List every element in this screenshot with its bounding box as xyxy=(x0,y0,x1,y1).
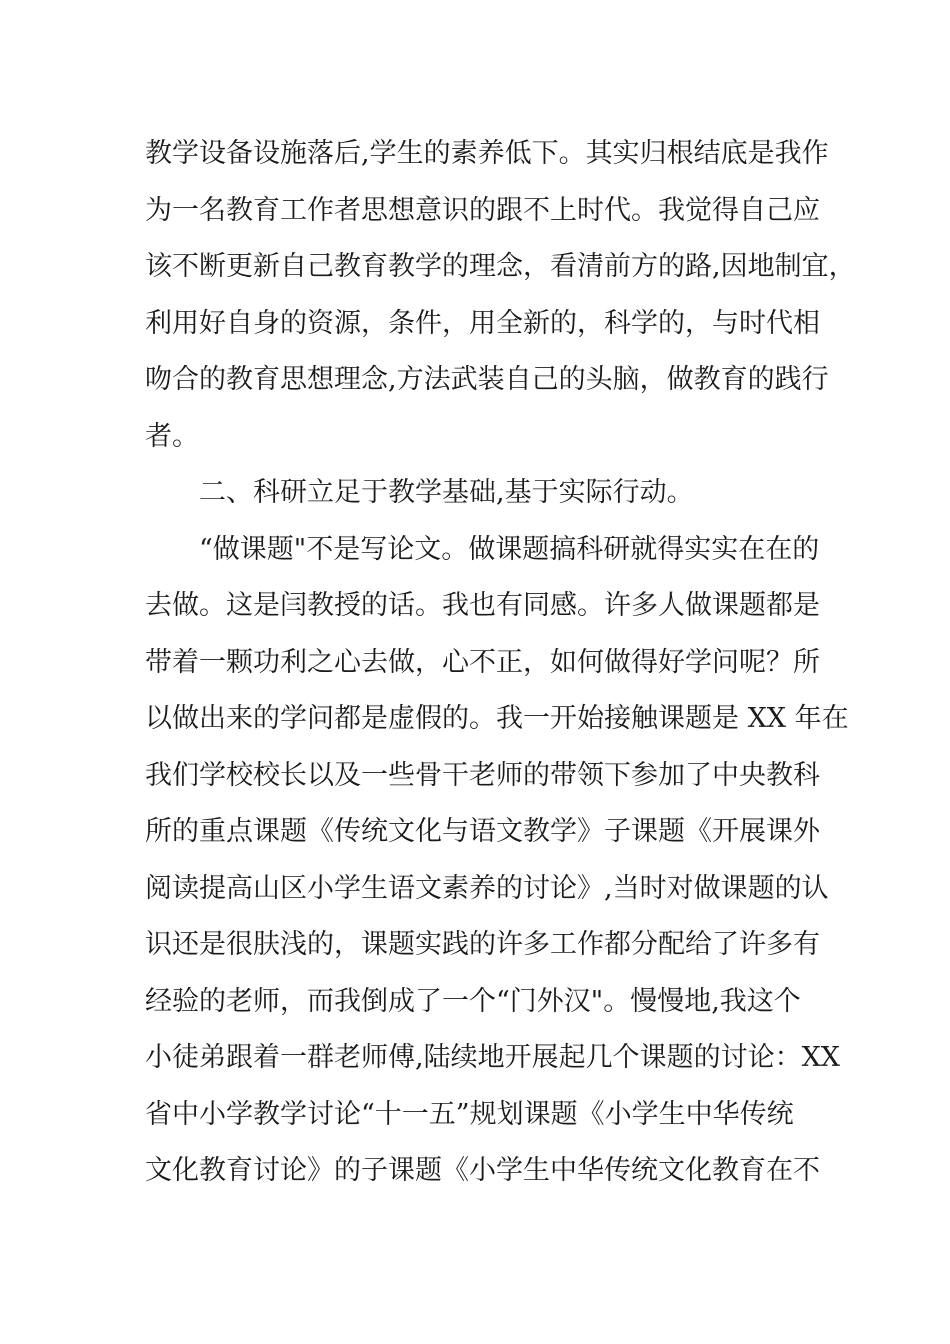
text-line: 文化教育讨论》的子课题《小学生中华传统文化教育在不 xyxy=(145,1155,820,1186)
text-line: 阅读提高山区小学生语文素养的讨论》,当时对做课题的认 xyxy=(145,872,829,904)
text-line: 者。 xyxy=(145,420,199,452)
text-line: “做课题"不是写论文。做课题搞科研就得实实在在的 xyxy=(199,533,820,565)
text-line: 经验的老师，而我倒成了一个“门外汉"。慢慢地,我这个 xyxy=(145,985,801,1017)
text-line: 识还是很肤浅的，课题实践的许多工作都分配给了许多有 xyxy=(145,929,820,960)
text-line: 利用好自身的资源，条件，用全新的，科学的，与时代相 xyxy=(145,307,820,339)
section-heading: 二、科研立足于教学基础,基于实际行动。 xyxy=(199,477,694,508)
text-line: 为一名教育工作者思想意识的跟不上时代。我觉得自己应 xyxy=(145,194,820,226)
document-body xyxy=(145,126,856,1200)
text-line: 所的重点课题《传统文化与语文教学》子课题《开展课外 xyxy=(145,816,820,847)
text-line: 我们学校校长以及一些骨干老师的带领下参加了中央教科 xyxy=(145,759,820,791)
text-line: 以做出来的学问都是虚假的。我一开始接触课题是 XX 年在 xyxy=(145,703,849,734)
text-line: 教学设备设施落后,学生的素养低下。其实归根结底是我作 xyxy=(145,138,829,169)
text-line: 去做。这是闫教授的话。我也有同感。许多人做课题都是 xyxy=(145,590,820,621)
text-line: 吻合的教育思想理念,方法武装自己的头脑，做教育的践行 xyxy=(145,364,829,395)
text-line: 该不断更新自己教育教学的理念，看清前方的路,因地制宜， xyxy=(145,251,856,282)
text-line: 小徒弟跟着一群老师傅,陆续地开展起几个课题的讨论：XX xyxy=(145,1042,841,1073)
text-line: 带着一颗功利之心去做，心不正，如何做得好学问呢？所 xyxy=(145,646,820,678)
text-line: 省中小学教学讨论“十一五”规划课题《小学生中华传统 xyxy=(145,1098,794,1130)
